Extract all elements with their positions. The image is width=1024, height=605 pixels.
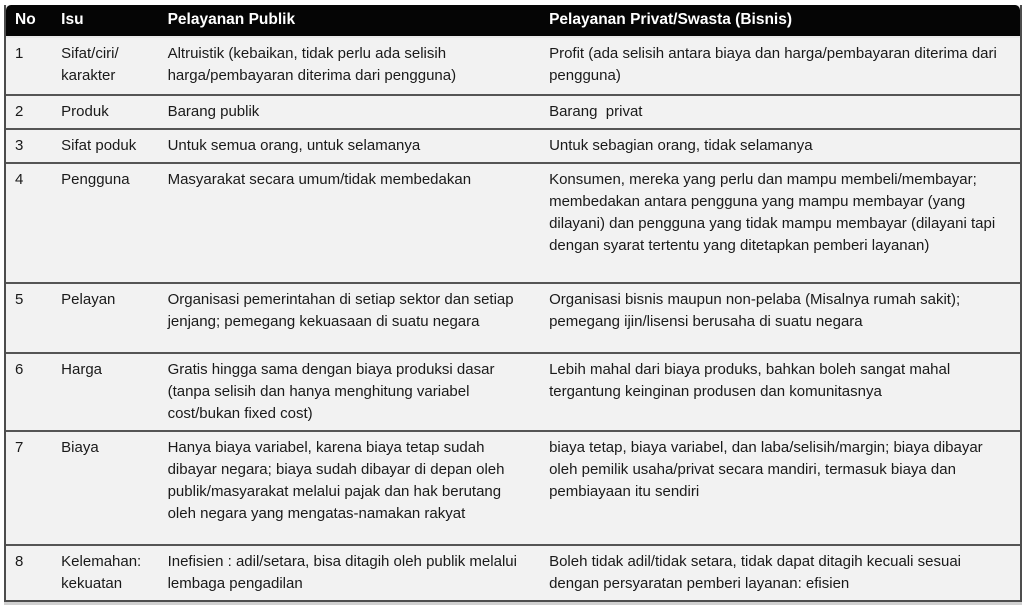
cell-publik: Organisasi pemerintahan di setiap sektor dan setiap jenjang; pemegang kekuasaan di suatu negara	[159, 282, 541, 352]
header-row	[6, 5, 1020, 38]
cell-isu: Produk	[52, 94, 158, 128]
cell-publik: Barang publik	[159, 94, 541, 128]
cell-no: 4	[6, 162, 52, 282]
cell-isu: Pengguna	[52, 162, 158, 282]
cell-privat: biaya tetap, biaya variabel, dan laba/selisih/margin; biaya dibayar oleh pemilik usaha/privat secara mandiri, termasuk biaya dan pembiayaan itu sendiri	[540, 430, 1020, 544]
cell-privat: Barang privat	[540, 94, 1020, 128]
cell-publik: Gratis hingga sama dengan biaya produksi dasar (tanpa selisih dan hanya menghitung variabel cost/bukan fixed cost)	[159, 352, 541, 430]
cell-isu: Sifat poduk	[52, 128, 158, 162]
cell-no: 8	[6, 544, 52, 600]
cell-isu: Biaya	[52, 430, 158, 544]
cell-no: 5	[6, 282, 52, 352]
column-header-no: No	[6, 5, 52, 38]
cell-privat: Lebih mahal dari biaya produks, bahkan boleh sangat mahal tergantung keinginan produsen dan komunitasnya	[540, 352, 1020, 430]
table-row	[6, 162, 1020, 282]
cell-publik: Altruistik (kebaikan, tidak perlu ada selisih harga/pembayaran diterima dari pengguna)	[159, 38, 541, 94]
table-body	[6, 38, 1020, 600]
cell-privat: Profit (ada selisih antara biaya dan harga/pembayaran diterima dari pengguna)	[540, 38, 1020, 94]
column-header-pelayanan-publik: Pelayanan Publik	[159, 5, 541, 38]
cell-publik: Hanya biaya variabel, karena biaya tetap sudah dibayar negara; biaya sudah dibayar di depan oleh publik/masyarakat melalui pajak dan hak berutang oleh negara yang mengatas-namakan rakyat	[159, 430, 541, 544]
column-header-pelayanan-privat: Pelayanan Privat/Swasta (Bisnis)	[540, 5, 1020, 38]
cell-privat: Organisasi bisnis maupun non-pelaba (Misalnya rumah sakit); pemegang ijin/lisensi berusaha di suatu negara	[540, 282, 1020, 352]
comparison-table-container	[4, 5, 1022, 602]
table-row	[6, 352, 1020, 430]
cell-no: 2	[6, 94, 52, 128]
cell-isu: Kelemahan: kekuatan	[52, 544, 158, 600]
cell-publik: Masyarakat secara umum/tidak membedakan	[159, 162, 541, 282]
table-row	[6, 128, 1020, 162]
cell-privat: Untuk sebagian orang, tidak selamanya	[540, 128, 1020, 162]
table-row	[6, 544, 1020, 600]
cell-privat: Boleh tidak adil/tidak setara, tidak dapat ditagih kecuali sesuai dengan persyaratan pemberi layanan: efisien	[540, 544, 1020, 600]
table-row	[6, 430, 1020, 544]
table-row	[6, 94, 1020, 128]
cell-isu: Sifat/ciri/ karakter	[52, 38, 158, 94]
table-row	[6, 38, 1020, 94]
cell-no: 1	[6, 38, 52, 94]
column-header-isu: Isu	[52, 5, 158, 38]
cell-no: 7	[6, 430, 52, 544]
cell-isu: Pelayan	[52, 282, 158, 352]
cell-isu: Harga	[52, 352, 158, 430]
cell-no: 6	[6, 352, 52, 430]
cell-privat: Konsumen, mereka yang perlu dan mampu membeli/membayar; membedakan antara pengguna yang mampu membayar (yang dilayani) dan pengguna yang tidak mampu membayar (dilayani tapi dengan syarat tertentu yang ditetapkan pemberi layanan)	[540, 162, 1020, 282]
cell-no: 3	[6, 128, 52, 162]
table-row	[6, 282, 1020, 352]
comparison-table	[6, 5, 1020, 600]
cell-publik: Untuk semua orang, untuk selamanya	[159, 128, 541, 162]
cell-publik: Inefisien : adil/setara, bisa ditagih oleh publik melalui lembaga pengadilan	[159, 544, 541, 600]
